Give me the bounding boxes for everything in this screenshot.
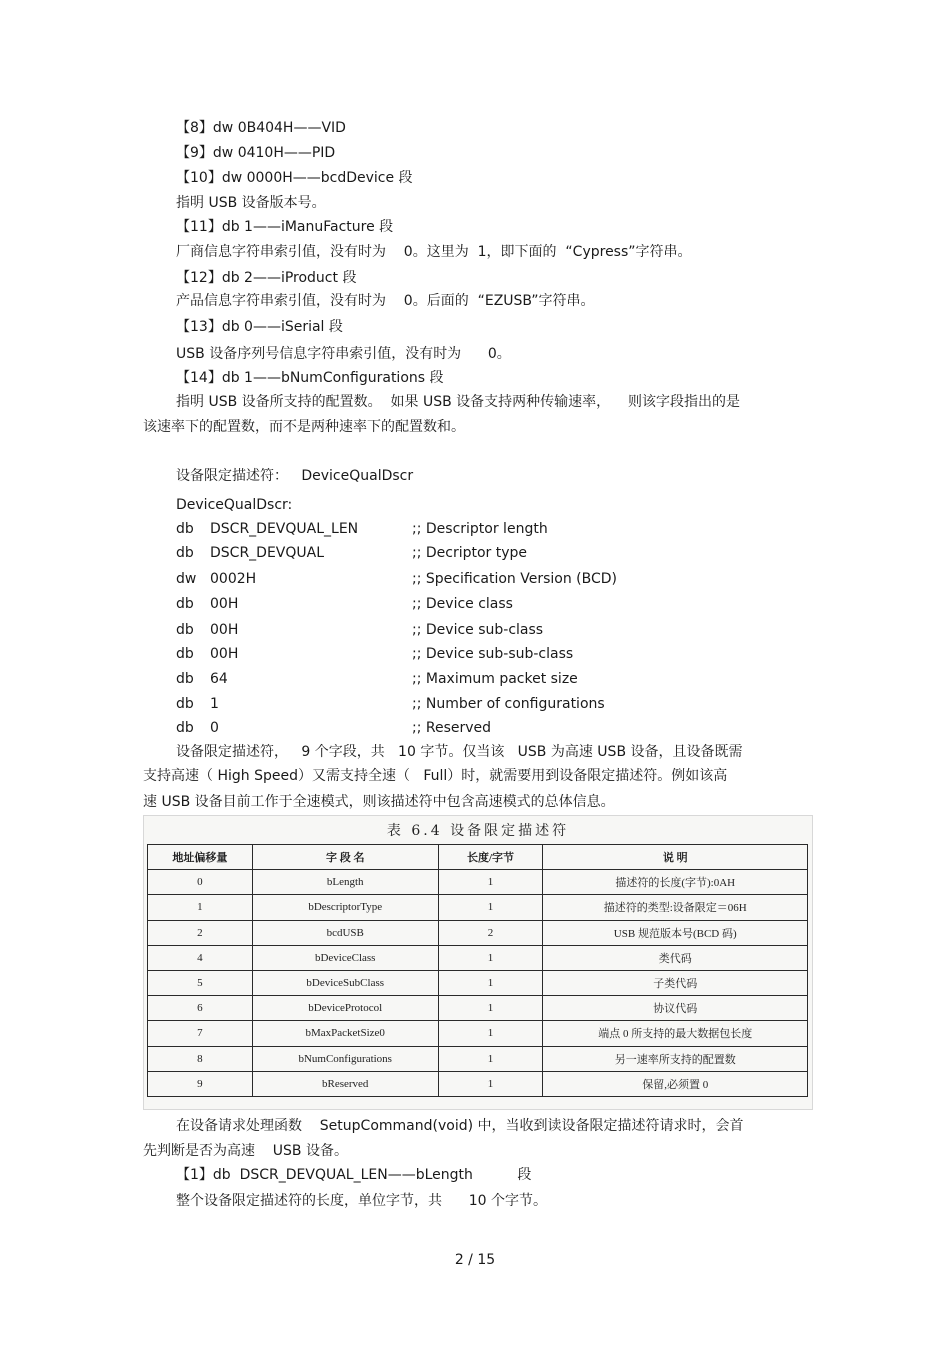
table-header: 说 明 (543, 845, 808, 870)
table-cell: 9 (148, 1071, 253, 1096)
paragraph-line: 设备限定描述符， 9 个字段，共 10 字节。仅当该 USB 为高速 USB 设备，且设备既需 (176, 744, 743, 760)
table-cell: bcdUSB (252, 920, 438, 945)
table-cell: 1 (148, 895, 253, 920)
table-row (148, 870, 808, 895)
text-line: 【12】db 2——iProduct 段 (176, 270, 357, 286)
code-comment: ;; Device class (412, 596, 513, 612)
table-cell: USB 规范版本号(BCD 码) (543, 920, 808, 945)
code-op: db (176, 521, 194, 537)
table-row (148, 920, 808, 945)
page-number: 2 / 15 (454, 1252, 496, 1268)
table-cell: bDeviceProtocol (252, 996, 438, 1021)
table-cell: bNumConfigurations (252, 1046, 438, 1071)
table-cell: 2 (438, 920, 543, 945)
table-cell: 1 (438, 970, 543, 995)
text-line: 【9】dw 0410H——PID (176, 145, 336, 161)
text-line: 【8】dw 0B404H——VID (176, 120, 346, 136)
text-line: 厂商信息字符串索引值，没有时为 0。这里为 1，即下面的 “Cypress”字符串。 (176, 244, 692, 260)
code-op: db (176, 545, 194, 561)
code-arg: 00H (210, 622, 239, 638)
table-cell: 端点 0 所支持的最大数据包长度 (543, 1021, 808, 1046)
table-cell: 描述符的类型:设备限定＝06H (543, 895, 808, 920)
paragraph-line: 支持高速（ High Speed）又需支持全速（ Full）时，就需要用到设备限定描述符。例如该高 (143, 768, 728, 784)
table-row (148, 945, 808, 970)
table-cell: 4 (148, 945, 253, 970)
code-arg: 0002H (210, 571, 257, 587)
text-line: 产品信息字符串索引值，没有时为 0。后面的 “EZUSB”字符串。 (176, 293, 595, 309)
table-header-row (148, 845, 808, 870)
code-comment: ;; Decriptor type (412, 545, 528, 561)
table-row (148, 1021, 808, 1046)
table-cell: 7 (148, 1021, 253, 1046)
table-cell: 2 (148, 920, 253, 945)
code-op: dw (176, 571, 197, 587)
table-cell: 另一速率所支持的配置数 (543, 1046, 808, 1071)
text-line: 指明 USB 设备所支持的配置数。 如果 USB 设备支持两种传输速率， 则该字段指出的是 (176, 394, 740, 410)
code-op: db (176, 671, 194, 687)
code-op: db (176, 720, 194, 736)
paragraph-line: 在设备请求处理函数 SetupCommand(void) 中，当收到读设备限定描述符请求时，会首 (176, 1118, 744, 1134)
table-row (148, 970, 808, 995)
section-heading: 设备限定描述符： DeviceQualDscr (176, 468, 414, 484)
table-cell: 1 (438, 1046, 543, 1071)
table-header: 长度/字节 (438, 845, 543, 870)
code-arg: DSCR_DEVQUAL_LEN (210, 521, 359, 537)
table-row (148, 895, 808, 920)
code-op: db (176, 696, 194, 712)
table-row (148, 996, 808, 1021)
table-cell: 1 (438, 1071, 543, 1096)
table-cell: 类代码 (543, 945, 808, 970)
table-cell: 描述符的长度(字节):0AH (543, 870, 808, 895)
code-arg: 00H (210, 646, 239, 662)
text-line: 【11】db 1——iManuFacture 段 (176, 219, 394, 235)
table-cell: 保留,必须置 0 (543, 1071, 808, 1096)
table-cell: bDeviceClass (252, 945, 438, 970)
code-op: db (176, 646, 194, 662)
text-line: 【10】dw 0000H——bcdDevice 段 (176, 170, 413, 186)
text-line: 【13】db 0——iSerial 段 (176, 319, 343, 335)
table-header: 字 段 名 (252, 845, 438, 870)
text-line: 【14】db 1——bNumConfigurations 段 (176, 370, 444, 386)
table-cell: 1 (438, 945, 543, 970)
table-cell: bDescriptorType (252, 895, 438, 920)
code-comment: ;; Maximum packet size (412, 671, 578, 687)
table-cell: 8 (148, 1046, 253, 1071)
code-comment: ;; Device sub-class (412, 622, 544, 638)
table-cell: 1 (438, 996, 543, 1021)
code-comment: ;; Descriptor length (412, 521, 548, 537)
table-cell: 1 (438, 1021, 543, 1046)
table-cell: 6 (148, 996, 253, 1021)
code-arg: 1 (210, 696, 219, 712)
code-arg: 00H (210, 596, 239, 612)
code-comment: ;; Device sub-sub-class (412, 646, 574, 662)
code-arg: DSCR_DEVQUAL (210, 545, 325, 561)
table-row (148, 1071, 808, 1096)
text-line: 该速率下的配置数，而不是两种速率下的配置数和。 (143, 419, 465, 435)
table-cell: 1 (438, 895, 543, 920)
paragraph-line: 整个设备限定描述符的长度，单位字节，共 10 个字节。 (176, 1193, 547, 1209)
table-cell: 协议代码 (543, 996, 808, 1021)
table-row (148, 1046, 808, 1071)
descriptor-table (147, 844, 808, 1097)
text-line: 指明 USB 设备版本号。 (176, 195, 326, 211)
table-cell: 子类代码 (543, 970, 808, 995)
table-cell: 5 (148, 970, 253, 995)
table-cell: bDeviceSubClass (252, 970, 438, 995)
code-comment: ;; Specification Version (BCD) (412, 571, 617, 587)
table-cell: 1 (438, 870, 543, 895)
code-arg: 0 (210, 720, 219, 736)
table-header: 地址偏移量 (148, 845, 253, 870)
text-line: USB 设备序列号信息字符串索引值，没有时为 0。 (176, 346, 511, 362)
figure-title: 表 6.4 设备限定描述符 (386, 823, 570, 839)
paragraph-line: 速 USB 设备目前工作于全速模式，则该描述符中包含高速模式的总体信息。 (143, 794, 615, 810)
table-cell: 0 (148, 870, 253, 895)
table-cell: bReserved (252, 1071, 438, 1096)
code-comment: ;; Number of configurations (412, 696, 605, 712)
code-op: db (176, 596, 194, 612)
paragraph-line: 先判断是否为高速 USB 设备。 (143, 1143, 348, 1159)
table-cell: bLength (252, 870, 438, 895)
text-line: 【1】db DSCR_DEVQUAL_LEN——bLength 段 (176, 1167, 532, 1183)
code-op: db (176, 622, 194, 638)
code-label: DeviceQualDscr: (176, 497, 293, 513)
code-comment: ;; Reserved (412, 720, 492, 736)
figure-table-6-4 (143, 815, 813, 1110)
code-arg: 64 (210, 671, 228, 687)
table-cell: bMaxPacketSize0 (252, 1021, 438, 1046)
